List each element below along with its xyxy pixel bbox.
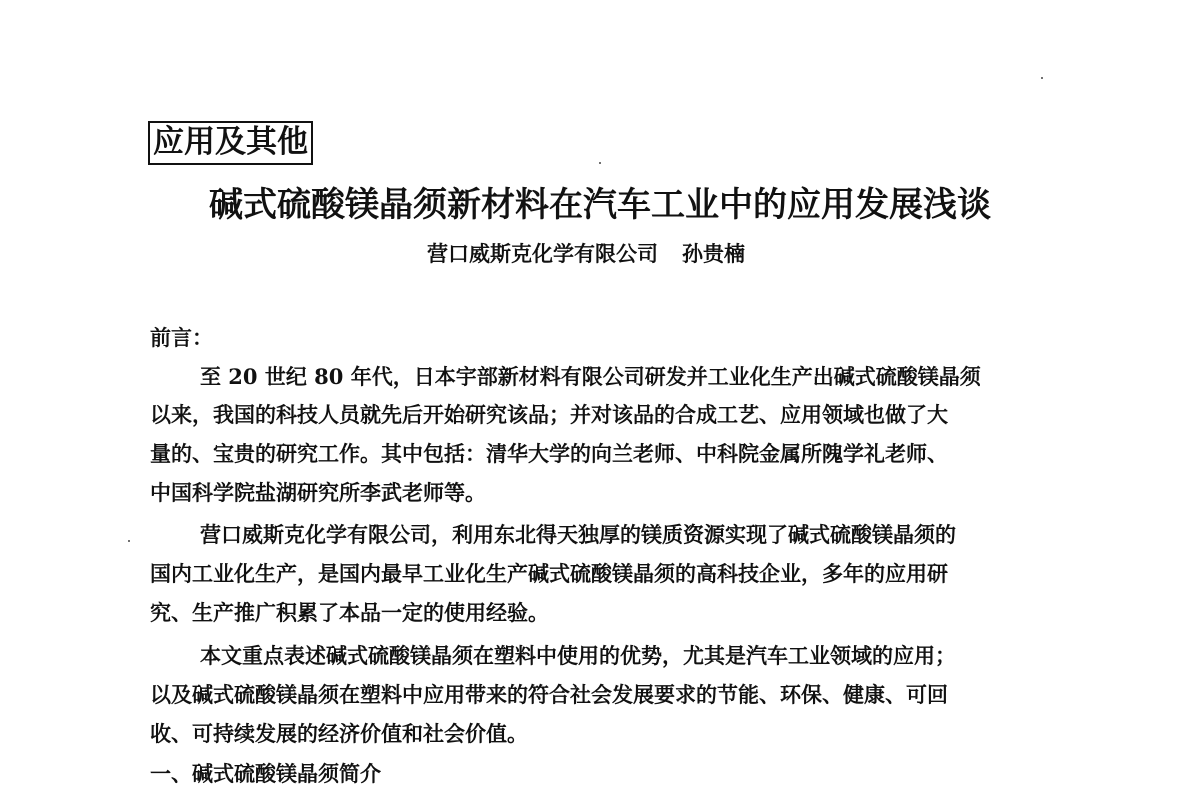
paragraph-3-line-3: 收、可持续发展的经济价值和社会价值。	[150, 721, 528, 746]
article-title: 碱式硫酸镁晶须新材料在汽车工业中的应用发展浅谈	[209, 185, 991, 225]
paragraph-1-line-3: 量的、宝贵的研究工作。其中包括：清华大学的向兰老师、中科院金属所隗学礼老师、	[150, 441, 948, 466]
preface-heading: 前言：	[150, 325, 213, 350]
section-tag: 应用及其他	[148, 121, 313, 165]
paragraph-1-line-2: 以来，我国的科技人员就先后开始研究该品；并对该品的合成工艺、应用领域也做了大	[150, 402, 948, 427]
byline-author: 孙贵楠	[682, 241, 745, 266]
paragraph-3-line-1: 本文重点表述碱式硫酸镁晶须在塑料中使用的优势，尤其是汽车工业领域的应用；	[200, 643, 956, 668]
paragraph-2-line-2: 国内工业化生产，是国内最早工业化生产碱式硫酸镁晶须的高科技企业，多年的应用研	[150, 561, 948, 586]
paragraph-2-line-3: 究、生产推广积累了本品一定的使用经验。	[150, 600, 549, 625]
paragraph-1-line-4: 中国科学院盐湖研究所李武老师等。	[150, 480, 486, 505]
scan-speck	[1041, 77, 1043, 79]
paragraph-1-line-1: 至 20 世纪 80 年代，日本宇部新材料有限公司研发并工业化生产出碱式硫酸镁晶须	[200, 364, 981, 389]
byline	[427, 240, 745, 268]
paragraph-2-line-1: 营口威斯克化学有限公司，利用东北得天独厚的镁质资源实现了碱式硫酸镁晶须的	[200, 522, 956, 547]
scan-speck	[599, 162, 601, 164]
section-heading: 一、碱式硫酸镁晶须简介	[150, 761, 381, 786]
paragraph-3-line-2: 以及碱式硫酸镁晶须在塑料中应用带来的符合社会发展要求的节能、环保、健康、可回	[150, 682, 948, 707]
byline-company: 营口威斯克化学有限公司	[427, 241, 658, 266]
scan-speck	[128, 540, 130, 542]
